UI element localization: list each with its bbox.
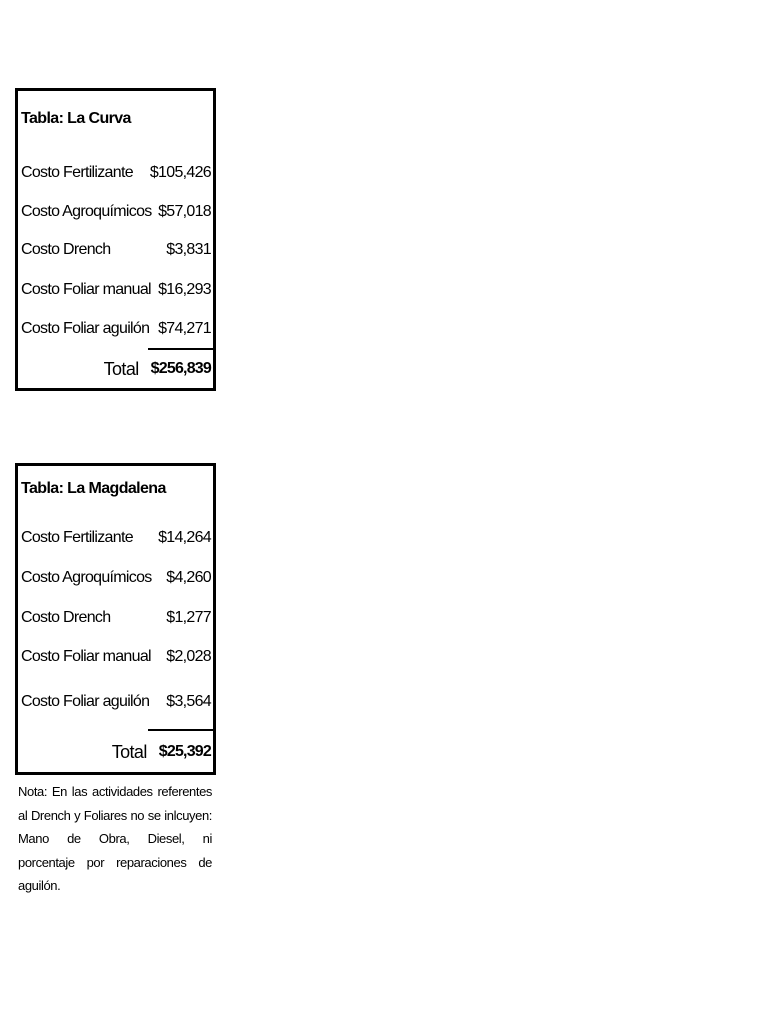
row-label: Costo Foliar manual bbox=[21, 281, 151, 298]
total-row bbox=[21, 738, 211, 766]
table-row bbox=[21, 527, 211, 549]
table-row bbox=[21, 162, 211, 184]
table-la-magdalena bbox=[15, 463, 216, 775]
table-row bbox=[21, 279, 211, 301]
total-value: $256,839 bbox=[150, 360, 211, 377]
table-row bbox=[21, 567, 211, 589]
total-row bbox=[21, 355, 211, 383]
row-value: $14,264 bbox=[158, 529, 211, 546]
row-value: $16,293 bbox=[158, 281, 211, 298]
table-row bbox=[21, 691, 211, 713]
row-value: $105,426 bbox=[149, 164, 211, 181]
row-value: $3,564 bbox=[166, 693, 211, 710]
row-label: Costo Agroquímicos bbox=[21, 569, 152, 586]
row-value: $4,260 bbox=[166, 569, 211, 586]
table-row bbox=[21, 201, 211, 223]
row-label: Costo Fertilizante bbox=[21, 164, 133, 181]
table-row bbox=[21, 239, 211, 261]
total-label: Total bbox=[111, 741, 147, 762]
total-divider bbox=[148, 729, 213, 731]
row-label: Costo Drench bbox=[21, 241, 111, 258]
total-divider bbox=[148, 348, 213, 350]
table-la-curva bbox=[15, 88, 216, 391]
row-label: Costo Agroquímicos bbox=[21, 203, 152, 220]
row-label: Costo Foliar manual bbox=[21, 648, 151, 665]
table-row bbox=[21, 646, 211, 668]
row-value: $3,831 bbox=[166, 241, 211, 258]
table-row bbox=[21, 607, 211, 629]
row-label: Costo Drench bbox=[21, 609, 111, 626]
row-value: $57,018 bbox=[158, 203, 211, 220]
table-row bbox=[21, 318, 211, 340]
total-label: Total bbox=[103, 358, 139, 379]
footnote: Nota: En las actividades referentes al Drench y Foliares no se inlcuyen: Mano de Obra, Diesel, ni porcentaje por reparaciones de aguilón. bbox=[18, 784, 212, 893]
row-value: $2,028 bbox=[166, 648, 211, 665]
table-title: Tabla: La Curva bbox=[21, 110, 131, 127]
row-label: Costo Foliar aguilón bbox=[21, 320, 150, 337]
row-label: Costo Fertilizante bbox=[21, 529, 133, 546]
total-value: $25,392 bbox=[158, 743, 211, 760]
table-title: Tabla: La Magdalena bbox=[21, 480, 166, 497]
row-label: Costo Foliar aguilón bbox=[21, 693, 150, 710]
row-value: $74,271 bbox=[158, 320, 211, 337]
row-value: $1,277 bbox=[166, 609, 211, 626]
